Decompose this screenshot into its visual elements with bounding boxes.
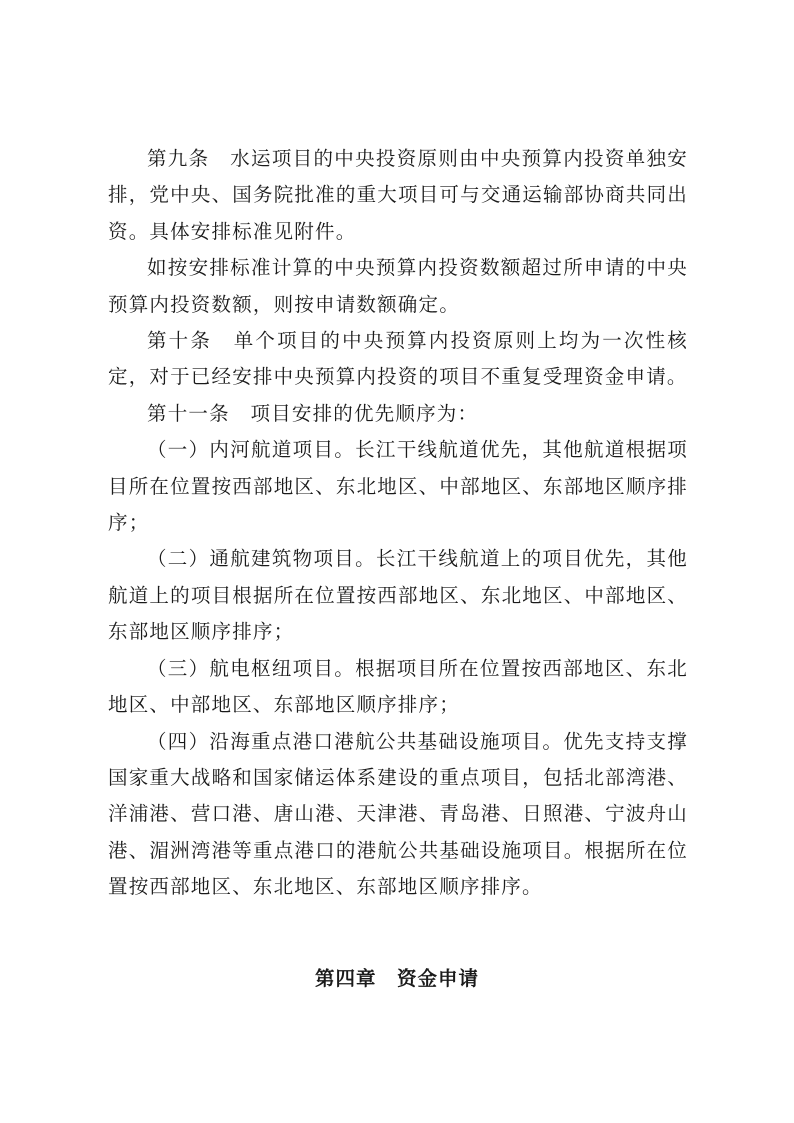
paragraph-article-10: 第十条 单个项目的中央预算内投资原则上均为一次性核定，对于已经安排中央预算内投资的项目不重复受理资金申请。	[108, 329, 688, 389]
paragraph-article-9-amount: 如按安排标准计算的中央预算内投资数额超过所申请的中央预算内投资数额，则按申请数额确定。	[108, 256, 688, 316]
paragraph-item-4: （四）沿海重点港口港航公共基础设施项目。优先支持支撑国家重大战略和国家储运体系建设的重点项目，包括北部湾港、洋浦港、营口港、唐山港、天津港、青岛港、日照港、宁波舟山港、湄洲湾港等重点港口的港航公共基础设施项目。根据所在位置按西部地区、东北地区、东部地区顺序排序。	[108, 729, 688, 899]
paragraph-item-2: （二）通航建筑物项目。长江干线航道上的项目优先，其他航道上的项目根据所在位置按西部地区、东北地区、中部地区、东部地区顺序排序；	[108, 547, 688, 644]
paragraph-article-11: 第十一条 项目安排的优先顺序为：	[147, 401, 479, 425]
paragraph-item-3: （三）航电枢纽项目。根据项目所在位置按西部地区、东北地区、中部地区、东部地区顺序排序；	[108, 656, 688, 717]
paragraph-item-1: （一）内河航道项目。长江干线航道优先，其他航道根据项目所在位置按西部地区、东北地区、中部地区、东部地区顺序排序；	[108, 438, 688, 535]
chapter-heading: 第四章 资金申请	[314, 967, 479, 990]
paragraph-article-9: 第九条 水运项目的中央投资原则由中央预算内投资单独安排，党中央、国务院批准的重大项目可与交通运输部协商共同出资。具体安排标准见附件。	[108, 147, 688, 243]
document-body	[108, 141, 688, 906]
